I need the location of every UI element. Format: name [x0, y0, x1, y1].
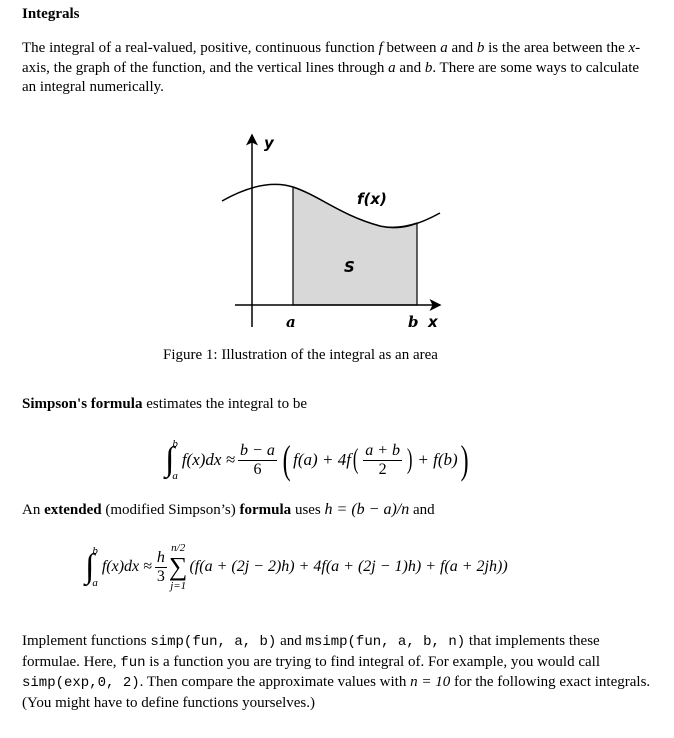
sum-lower: j=1 [170, 580, 187, 592]
numerator: b − a [240, 441, 275, 459]
text: b [476, 40, 485, 56]
x-label: x [428, 313, 438, 331]
term: f(a) + 4f [293, 450, 351, 469]
text: a [440, 40, 448, 56]
lower-limit: a [92, 577, 98, 589]
text: An [22, 502, 45, 518]
text: . There are some ways to calculate an integral numerically. [22, 59, 640, 95]
code: fun [120, 654, 146, 671]
denominator: 2 [378, 460, 387, 478]
text: -axis, the graph of the function, and the vertical lines through [22, 40, 641, 76]
text: is the area between the [484, 40, 629, 56]
math: n = 10 [410, 674, 451, 690]
text: x [628, 40, 636, 56]
text: and [447, 40, 477, 56]
a-label: a [286, 313, 296, 331]
sum-upper: n/2 [171, 542, 186, 554]
numerator: a + b [365, 441, 401, 459]
upper-limit: b [172, 438, 178, 450]
text: and [409, 502, 435, 518]
y-label: y [264, 134, 274, 152]
text: and [395, 59, 425, 76]
area-region [293, 187, 417, 305]
task-paragraph [22, 632, 652, 713]
math: h = (b − a)/n [324, 501, 410, 518]
extended-formula: ∫ b a f(x)dx ≈ $\frac{h}{3}$ n/2 ∑ j=1 (f(a + (2j − 2)h) + 4f(a + (2j − 1)h) + f(a + 2jh)) [85, 542, 508, 592]
text: uses [291, 502, 325, 518]
code: simp(fun, a, b) [150, 634, 277, 650]
area-label: S [344, 258, 355, 276]
curve-label: f(x) [357, 190, 387, 208]
simpson-intro [22, 395, 307, 415]
text: Implement functions [22, 633, 151, 649]
text: a [388, 59, 396, 76]
term: + f(b) [417, 450, 458, 469]
code: simp(exp,0, 2) [22, 675, 140, 691]
text: The integral of a real-valued, positive, continuous function [22, 40, 379, 56]
text: . Then compare the approximate values with [139, 674, 411, 690]
text: (modified Simpson’s) [101, 502, 240, 518]
text: formula [239, 502, 292, 518]
text: and [276, 633, 306, 649]
text: is a function you are trying to find integral of. For example, you would call [145, 653, 600, 670]
code: msimp(fun, a, b, n) [305, 634, 466, 650]
simpson-formula: ∫ b a f(x)dx ≈ $\frac{b - a}{6}$ ( f(a) + 4f ( $\frac{a + b}{2}$ ) + f(b) ) [165, 437, 469, 482]
text: b [424, 59, 433, 76]
text: that implements these formulae. Here, [22, 633, 600, 670]
upper-limit: b [92, 545, 98, 557]
text: Simpson's formula [22, 396, 143, 412]
lower-limit: a [172, 470, 178, 482]
b-label: b [408, 313, 419, 331]
summand: (f(a + (2j − 2)h) + 4f(a + (2j − 1)h) + f(a + 2jh)) [189, 558, 508, 575]
integrand: f(x)dx ≈ [101, 558, 152, 575]
text: extended [44, 502, 102, 518]
sum-icon: ∑ [168, 552, 188, 581]
integral-figure [0, 0, 674, 340]
text: for the following exact integrals. (You might have to define functions yourselves.) [22, 674, 651, 711]
text: between [382, 40, 441, 56]
figure-caption: Figure 1: Illustration of the integral as an area [163, 347, 438, 363]
section-title: Integrals [22, 6, 80, 22]
denominator: 6 [253, 460, 262, 478]
text: estimates the integral to be [142, 396, 307, 412]
numerator: h [156, 548, 165, 566]
text: f [378, 40, 383, 56]
integrand: f(x)dx ≈ [181, 450, 236, 469]
extended-intro [22, 500, 435, 521]
denominator: 3 [156, 567, 165, 585]
